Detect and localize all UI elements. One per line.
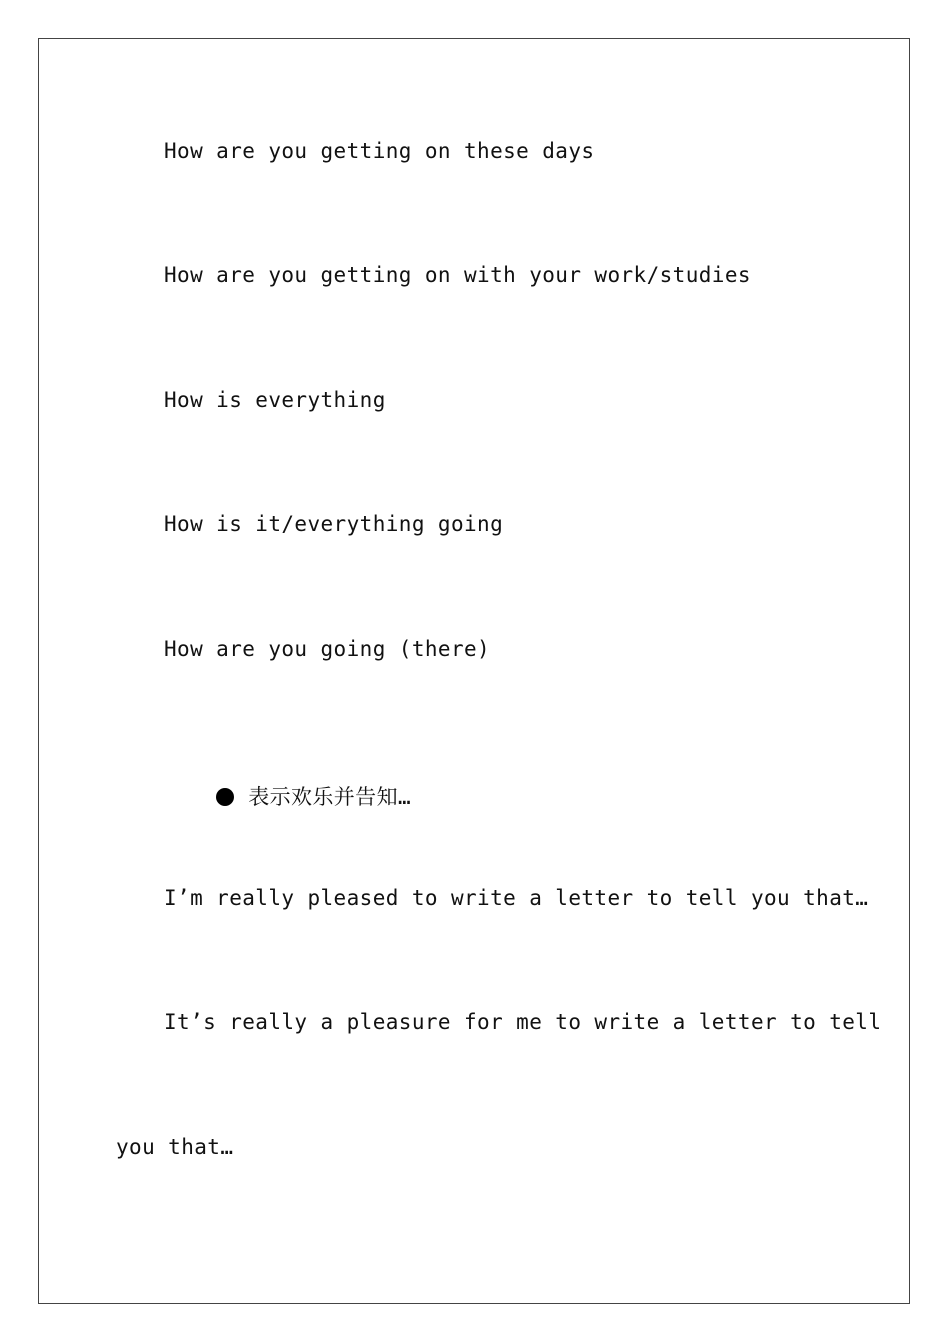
text-line: How are you getting on these days [164,139,595,163]
section-heading [164,761,411,833]
section-heading-text: 表示欢乐并告知… [248,785,412,809]
filled-circle-icon [216,788,234,806]
text-line: How is it/everything going [164,512,504,536]
text-line: How are you getting on with your work/studies [164,263,751,287]
text-line: How is everything [164,388,386,412]
example-line-continuation: you that… [116,1135,234,1159]
example-line: I’m really pleased to write a letter to tell you that… [164,886,869,910]
text-line: How are you going (there) [164,637,491,661]
page-frame [38,38,910,1304]
example-line: It’s really a pleasure for me to write a letter to tell [164,1010,882,1034]
